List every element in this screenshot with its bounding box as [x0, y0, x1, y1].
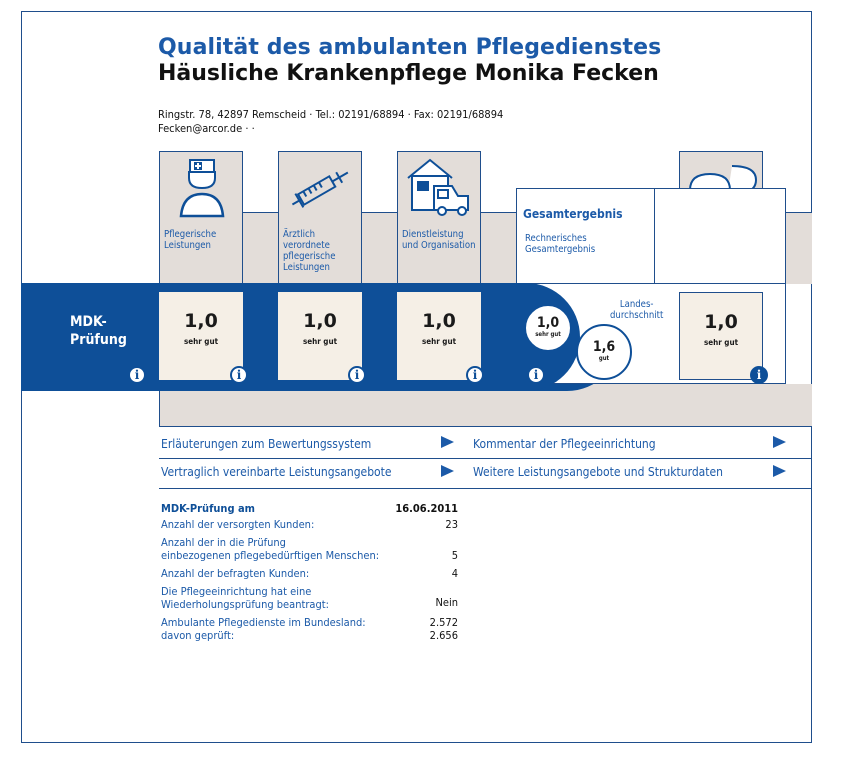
- category-card-dienst: [397, 151, 481, 286]
- category-card-aerztlich: [278, 151, 362, 286]
- grade-value: 1,0: [422, 310, 456, 332]
- details-heading: MDK-Prüfung am: [161, 502, 255, 515]
- syringe-icon: [286, 160, 356, 215]
- landes-grade-circle: [576, 324, 632, 380]
- info-icon[interactable]: i: [230, 366, 248, 384]
- details-row-label: Anzahl der befragten Kunden:: [161, 567, 310, 580]
- link-strukturdaten[interactable]: Weitere Leistungsangebote und Strukturdaten: [473, 465, 724, 479]
- grade-text: sehr gut: [703, 338, 739, 347]
- page-title: Qualität des ambulanten Pflegedienstes: [158, 35, 662, 60]
- category-label: Ärztlich verordnete pflegerische Leistungen: [283, 229, 336, 273]
- details-row-value: Nein: [435, 596, 458, 609]
- email-line: Fecken@arcor.de · ·: [158, 122, 255, 135]
- details-row-value: 5: [451, 549, 458, 562]
- grade-box-aerztlich: [278, 292, 362, 380]
- link-leistungsangebote[interactable]: Vertraglich vereinbarte Leistungsangebote: [161, 465, 392, 479]
- overall-title: Gesamtergebnis: [523, 207, 623, 221]
- grade-value: 1,0: [303, 310, 337, 332]
- info-icon[interactable]: i: [750, 366, 768, 384]
- details-row-label: Die Pflegeeinrichtung hat eine Wiederholungsprüfung beantragt:: [161, 585, 329, 611]
- arrow-right-icon[interactable]: [441, 436, 454, 448]
- arrow-right-icon[interactable]: [773, 436, 786, 448]
- overall-grade: 1,0: [536, 315, 560, 331]
- provider-name: Häusliche Krankenpflege Monika Fecken: [158, 61, 659, 86]
- link-kommentar[interactable]: Kommentar der Pflegeeinrichtung: [473, 437, 656, 451]
- grade-text: sehr gut: [421, 337, 457, 346]
- address-line: Ringstr. 78, 42897 Remscheid · Tel.: 02191/68894 · Fax: 02191/68894: [158, 108, 504, 121]
- landes-grade-text: gut: [598, 355, 610, 362]
- grade-value: 1,0: [184, 310, 218, 332]
- info-icon[interactable]: i: [348, 366, 366, 384]
- grade-box-dienst: [397, 292, 481, 380]
- details-row-value: 23: [445, 518, 458, 531]
- overall-result-header: [516, 188, 655, 284]
- landes-grade: 1,6: [592, 339, 616, 355]
- nurse-icon: [177, 158, 227, 220]
- details-row-label: Ambulante Pflegedienste im Bundesland: davon geprüft:: [161, 616, 366, 642]
- arrow-right-icon[interactable]: [441, 465, 454, 477]
- details-row-label: Anzahl der in die Prüfung einbezogenen pflegebedürftigen Menschen:: [161, 536, 380, 562]
- overall-grade-text: sehr gut: [535, 331, 561, 338]
- category-label: Pflegerische Leistungen: [164, 229, 217, 251]
- details-row-value: 4: [451, 567, 458, 580]
- grade-box-pflege: [159, 292, 243, 380]
- house-car-icon: [404, 156, 474, 216]
- contact-info: [158, 108, 503, 136]
- grade-text: sehr gut: [302, 337, 338, 346]
- details-row-value: 2.572 2.656: [429, 616, 458, 642]
- grade-text: sehr gut: [183, 337, 219, 346]
- grade-value: 1,0: [704, 311, 738, 333]
- details-row-label: Anzahl der versorgten Kunden:: [161, 518, 315, 531]
- details-date: 16.06.2011: [395, 502, 458, 515]
- category-label: Dienstleistung und Organisation: [402, 229, 476, 251]
- category-card-pflege: [159, 151, 243, 286]
- mdk-label: MDK- Prüfung: [70, 314, 127, 348]
- arrow-right-icon[interactable]: [773, 465, 786, 477]
- info-icon[interactable]: i: [128, 366, 146, 384]
- info-icon[interactable]: i: [527, 366, 545, 384]
- link-bewertungssystem[interactable]: Erläuterungen zum Bewertungssystem: [161, 437, 372, 451]
- grade-box-befragung: [679, 292, 763, 380]
- info-icon[interactable]: i: [466, 366, 484, 384]
- overall-grade-circle: [525, 305, 571, 351]
- overall-subtitle: Rechnerisches Gesamtergebnis: [525, 233, 596, 255]
- landes-label: Landes- durchschnitt: [610, 299, 664, 321]
